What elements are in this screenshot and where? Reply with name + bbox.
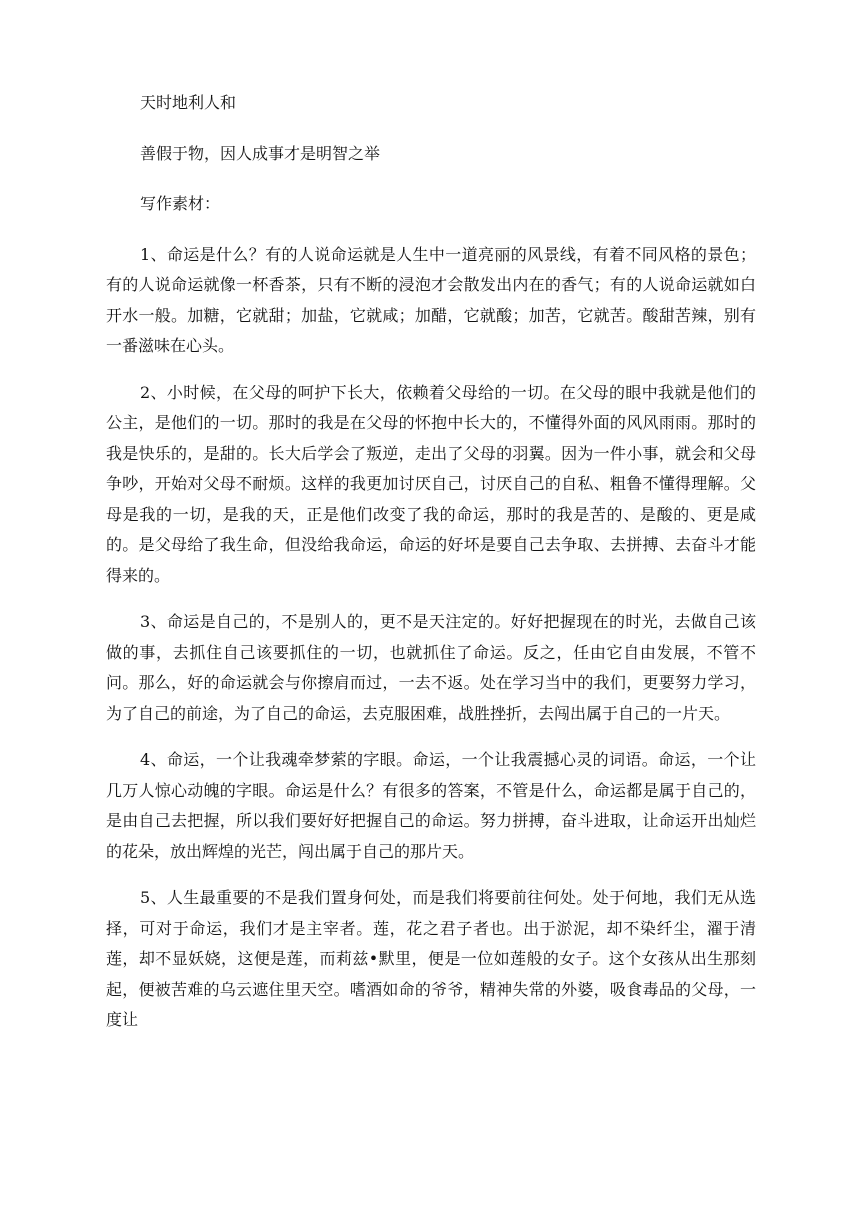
heading-line-1: 天时地利人和 [140,93,237,112]
paragraph-4: 4、命运，一个让我魂牵梦萦的字眼。命运，一个让我震撼心灵的词语。命运，一个让几万人惊心动魄的字眼。命运是什么？有很多的答案，不管是什么，命运都是属于自己的，是由自己去把握，所以我们要好好把握自己的命运。努力拼搏，奋斗进取，让命运开出灿烂的花朵，放出辉煌的光芒，闯出属于自己的那片天。 [106,750,756,861]
document-body [106,88,756,1052]
paragraph-2: 2、小时候，在父母的呵护下长大，依赖着父母给的一切。在父母的眼中我就是他们的公主，是他们的一切。那时的我是在父母的怀抱中长大的，不懂得外面的风风雨雨。那时的我是快乐的，是甜的。长大后学会了叛逆，走出了父母的羽翼。因为一件小事，就会和父母争吵，开始对父母不耐烦。这样的我更加讨厌自己，讨厌自己的自私、粗鲁不懂得理解。父母是我的一切，是我的天，正是他们改变了我的命运，那时的我是苦的、是酸的、更是咸的。是父母给了我生命，但没给我命运，命运的好坏是要自己去争取、去拼搏、去奋斗才能得来的。 [106,382,756,585]
heading-line-3: 写作素材： [140,194,221,213]
paragraph-5: 5、人生最重要的不是我们置身何处，而是我们将要前往何处。处于何地，我们无从选择，可对于命运，我们才是主宰者。莲，花之君子者也。出于淤泥，却不染纤尘，濯于清莲，却不显妖娆，这便是莲，而莉兹•默里，便是一位如莲般的女子。这个女孩从出生那刻起，便被苦难的乌云遮住里天空。嗜酒如命的爷爷，精神失常的外婆，吸食毒品的父母，一度让 [106,888,756,1029]
paragraph-3: 3、命运是自己的，不是别人的，更不是天注定的。好好把握现在的时光，去做自己该做的事，去抓住自己该要抓住的一切，也就抓住了命运。反之，任由它自由发展，不管不问。那么，好的命运就会与你擦肩而过，一去不返。处在学习当中的我们，更要努力学习，为了自己的前途，为了自己的命运，去克服困难，战胜挫折，去闯出属于自己的一片天。 [106,612,756,723]
paragraph-1: 1、命运是什么？有的人说命运就是人生中一道亮丽的风景线，有着不同风格的景色；有的人说命运就像一杯香茶，只有不断的浸泡才会散发出内在的香气；有的人说命运就如白开水一般。加糖，它就甜；加盐，它就咸；加醋，它就酸；加苦，它就苦。酸甜苦辣，别有一番滋味在心头。 [106,244,756,355]
heading-line-2: 善假于物，因人成事才是明智之举 [140,143,381,163]
